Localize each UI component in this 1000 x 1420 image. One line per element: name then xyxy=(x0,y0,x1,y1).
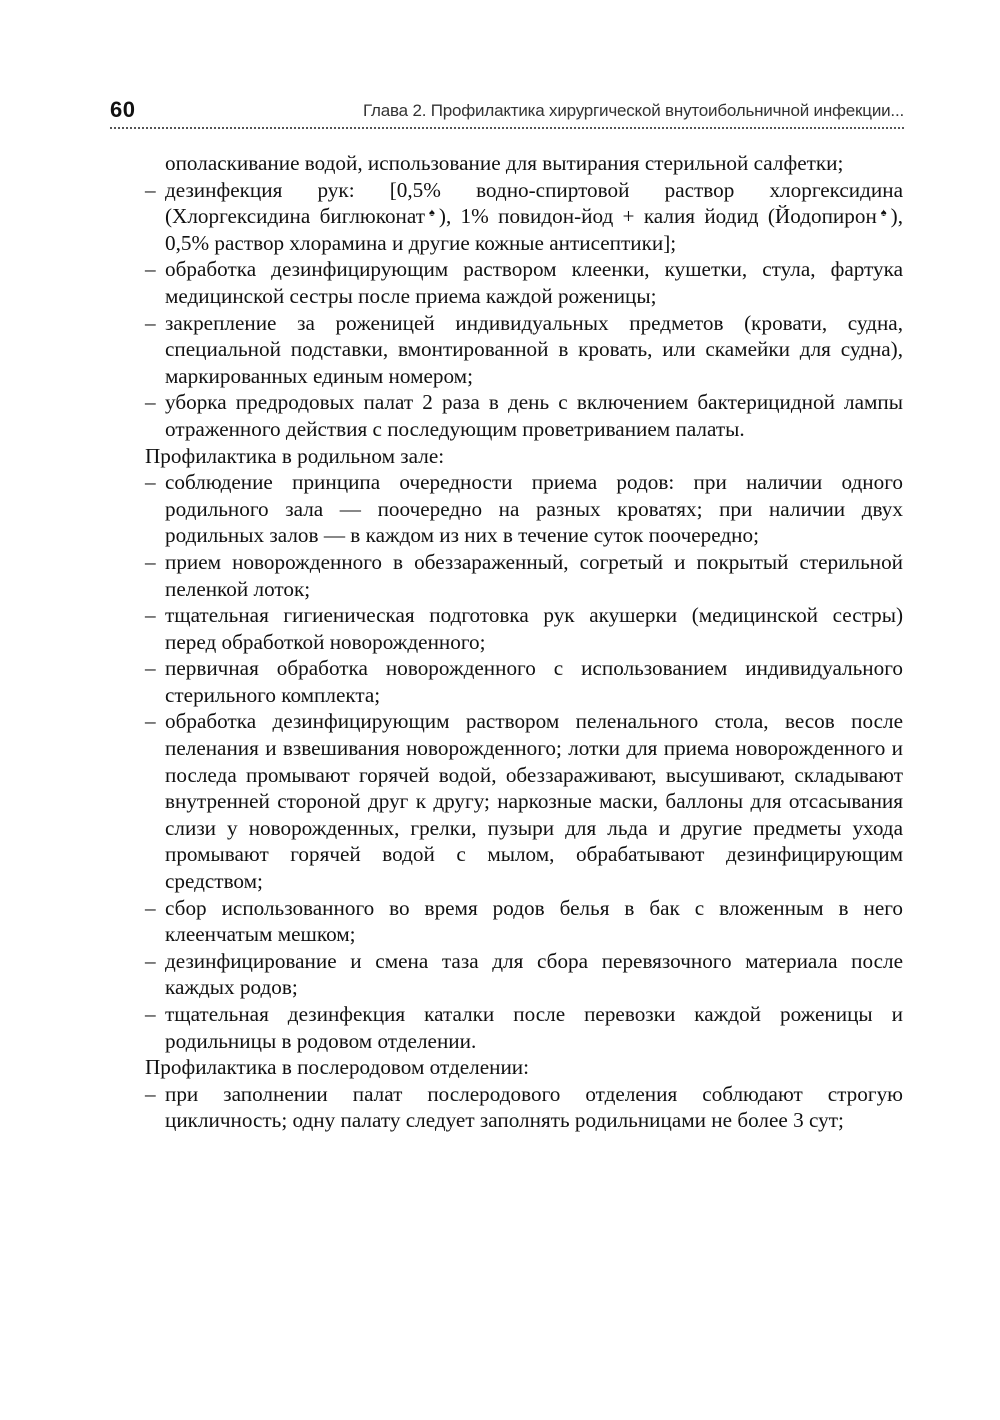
list-item xyxy=(145,310,903,390)
continuation-paragraph: ополаскивание водой, использование для вытирания стерильной салфетки; xyxy=(165,151,844,175)
dash-bullet: – xyxy=(145,656,156,681)
list-item-text: сбор использованного во время родов белья в бак с вложенным в него клеенчатым мешком; xyxy=(165,895,903,947)
list-item-text: закрепление за роженицей индивидуальных предметов (кровати, судна, специальной подставки, вмонтированной в кровать, или скамейки для судна), маркированных единым номером; xyxy=(165,310,903,388)
list-item-hand-disinfection xyxy=(145,177,903,257)
list-item-text: обработка дезинфицирующим раствором клеенки, кушетки, стула, фартука медицинской сестры после приема каждой роженицы; xyxy=(165,257,903,308)
list-item xyxy=(145,1081,903,1134)
list-item-text: ), 1% повидон-йод + калия йодид (Йодопирон xyxy=(438,204,877,229)
dash-bullet: – xyxy=(145,310,156,335)
dash-bullet: – xyxy=(145,177,156,202)
page-header xyxy=(110,95,904,135)
dash-bullet: – xyxy=(145,709,156,734)
list-item-text: при заполнении палат послеродового отделения соблюдают строгую цикличность; одну палату следует заполнять родильницами не более 3 сут; xyxy=(165,1081,903,1133)
dash-bullet: – xyxy=(145,257,156,282)
list-item xyxy=(145,549,903,602)
dash-bullet: – xyxy=(145,549,156,574)
list-item xyxy=(145,1001,903,1054)
list-item-text: первичная обработка новорожденного с использованием индивидуального стерильного комплекта; xyxy=(165,656,903,707)
list-item-text: дезинфекция рук: [0,5% водно-спиртовой раствор хлоргексидина (Хлоргексидина биглюконат xyxy=(165,177,903,229)
list-item-text: тщательная дезинфекция каталки после перевозки каждой роженицы и родильницы в родовом отделении. xyxy=(165,1002,903,1053)
header-dotted-rule xyxy=(110,127,904,129)
dash-bullet: – xyxy=(145,1081,156,1106)
list-item xyxy=(145,256,903,309)
dash-bullet: – xyxy=(145,470,156,495)
page-number: 60 xyxy=(110,97,136,122)
list-item xyxy=(145,655,903,708)
list-item-text: уборка предродовых палат 2 раза в день с включением бактерицидной лампы отраженного действия с последующим проветриванием палаты. xyxy=(165,390,903,441)
list-item xyxy=(145,708,903,894)
running-head: Глава 2. Профилактика хирургической внутоибольничной инфекции... xyxy=(363,101,904,120)
list-item-text: тщательная гигиеническая подготовка рук акушерки (медицинской сестры) перед обработкой новорожденного; xyxy=(165,603,903,654)
list-item-text: дезинфицирование и смена таза для сбора перевязочного материала после каждых родов; xyxy=(165,948,903,1000)
dash-bullet: – xyxy=(145,603,156,628)
list-item-text: обработка дезинфицирующим раствором пеленального стола, весов после пеленания и взвешивания новорожденного; лотки для приема новорожденного и последа промывают горячей водой, обеззараживают, высушивают, складывают внутренней стороной друг к другу; наркозные маски, баллоны для отсасывания слизи у новорожденных, грелки, пузыри для льда и другие предметы ухода промывают горячей водой с мылом, обрабатывают дезинфицирующим средством; xyxy=(165,709,903,894)
list-item-text: ), 0,5% раствор хлорамина и другие кожные антисептики]; xyxy=(165,204,904,255)
dash-bullet: – xyxy=(145,390,156,415)
dash-bullet: – xyxy=(145,1002,156,1026)
list-item xyxy=(145,948,903,1001)
list-item xyxy=(145,895,903,948)
list-item xyxy=(145,602,903,655)
dash-bullet: – xyxy=(145,948,156,973)
trademark-icon: ♠ xyxy=(425,207,439,220)
section-heading-delivery-room: Профилактика в родильном зале: xyxy=(145,443,445,468)
list-item-text: прием новорожденного в обеззараженный, согретый и покрытый стерильной пеленкой лоток; xyxy=(165,549,903,601)
dash-bullet: – xyxy=(145,895,156,920)
list-item-text: соблюдение принципа очередности приема родов: при наличии одного родильного зала — поочередно на разных кроватях; при наличии двух родильных залов — в каждом из них в течение суток поочередно; xyxy=(165,470,903,548)
section-heading-postpartum: Профилактика в послеродовом отделении: xyxy=(145,1055,530,1080)
list-item xyxy=(145,469,903,549)
page-body xyxy=(145,150,903,1134)
list-item xyxy=(145,389,903,442)
trademark-icon: ♠ xyxy=(876,207,891,220)
